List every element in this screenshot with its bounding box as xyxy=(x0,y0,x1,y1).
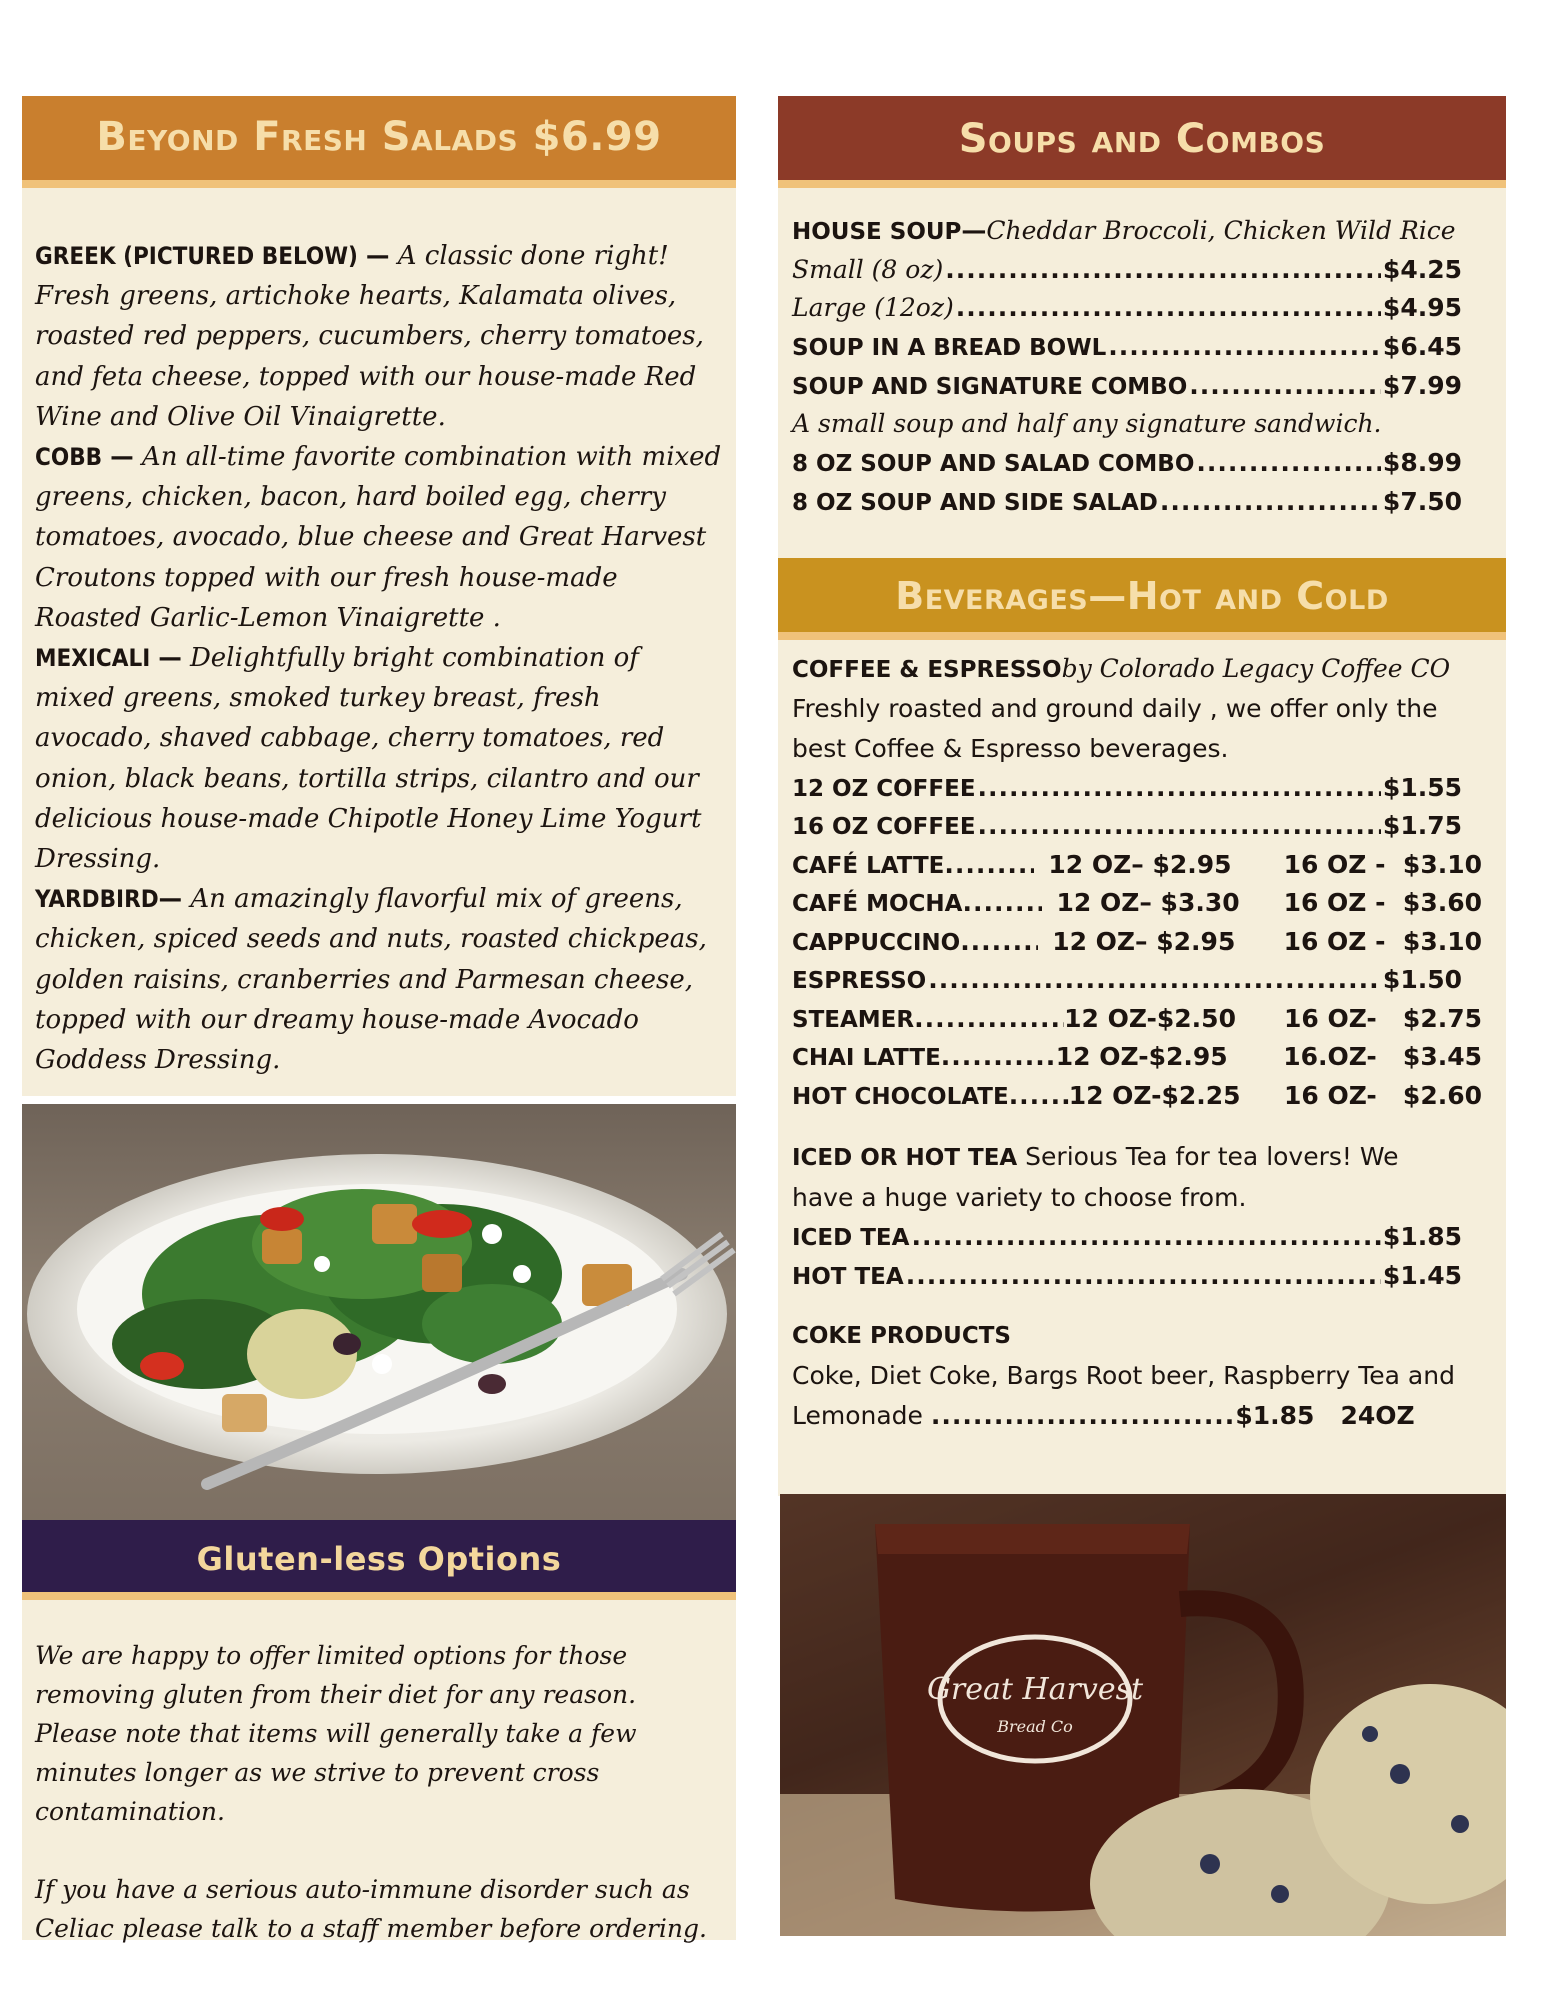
house-soup-row: HOUSE SOUP — Cheddar Broccoli, Chicken Wild Rice xyxy=(792,212,1462,251)
bev-sized-row: CAPPUCCINO ..... 12 OZ– $2.95 16 OZ - $3.10 xyxy=(792,923,1482,961)
house-soup-desc: Cheddar Broccoli, Chicken Wild Rice xyxy=(986,216,1456,245)
salad-description: An all-time favorite combination with mixed greens, chicken, bacon, hard boiled egg, cherry tomatoes, avocado, blue cheese and Great Harvest Croutons topped with our fresh house-made Roasted Garlic-Lemon Vinaigrette . xyxy=(35,442,722,633)
bev-row: 16 OZ COFFEE ..... $1.75 xyxy=(792,807,1462,846)
coffee-heading xyxy=(792,650,1492,689)
soups-header-stripe xyxy=(778,180,1506,188)
bev-sized-row: CHAI LATTE ..... 12 OZ-$2.95 16.OZ- $3.45 xyxy=(792,1038,1482,1076)
salad-name: GREEK (PICTURED BELOW) xyxy=(35,242,358,270)
soups-list xyxy=(792,212,1462,522)
bev-sized-row: CAFÉ MOCHA ..... 12 OZ– $3.30 16 OZ - $3.60 xyxy=(792,884,1482,922)
salad-description: A classic done right! Fresh greens, artichoke hearts, Kalamata olives, roasted red peppers, cucumbers, cherry tomatoes, and feta cheese, topped with our house-made Red Wine and Olive Oil Vinaigrette. xyxy=(35,241,704,432)
bev-sized-row: HOT CHOCOLATE ..... 12 OZ-$2.25 16 OZ- $2.60 xyxy=(792,1077,1482,1115)
salad-name: YARDBIRD xyxy=(35,885,159,914)
coffee-label: COFFEE & ESPRESSO xyxy=(792,657,1062,683)
soups-title: Soups and Combos xyxy=(958,116,1326,162)
tea-desc: Serious Tea for tea lovers! We have a huge variety to choose from. xyxy=(792,1142,1399,1213)
coffee-by: by Colorado Legacy Coffee CO xyxy=(1061,654,1451,683)
bev-row: ICED TEA ..... $1.85 xyxy=(792,1218,1462,1257)
soup-row: 8 OZ SOUP AND SIDE SALAD ..... $7.50 xyxy=(792,483,1462,522)
gluten-para-2: If you have a serious auto-immune disorder such as Celiac please talk to a staff member before ordering. xyxy=(35,1875,707,1943)
soup-row: 8 OZ SOUP AND SALAD COMBO ..... $8.99 xyxy=(792,444,1462,483)
salad-item-yardbird: YARDBIRD— An amazingly flavorful mix of greens, chicken, spiced seeds and nuts, roasted chickpeas, golden raisins, cranberries and Parmesan cheese, topped with our dreamy house-made Avocado Goddess Dressing. xyxy=(35,884,707,1076)
coke-desc: Coke, Diet Coke, Bargs Root beer, Raspberry Tea and Lemonade .............................$1.85 24OZ xyxy=(792,1361,1455,1431)
mug-illustration xyxy=(780,1494,1506,1936)
bev-sized-row: STEAMER ..... 12 OZ-$2.50 16 OZ- $2.75 xyxy=(792,1000,1482,1038)
soup-row: SOUP AND SIGNATURE COMBO ..... $7.99 xyxy=(792,367,1462,406)
salads-list xyxy=(35,236,725,1080)
gluten-text xyxy=(35,1636,725,1948)
house-soup-label: HOUSE SOUP xyxy=(792,219,962,245)
salads-header xyxy=(22,96,736,188)
gluten-header xyxy=(22,1520,736,1600)
salad-item-cobb: COBB — An all-time favorite combination with mixed greens, chicken, bacon, hard boiled egg, cherry tomatoes, avocado, blue cheese and Great Harvest Croutons topped with our fresh house-made Roasted Garlic-Lemon Vinaigrette . xyxy=(35,442,722,633)
gluten-title: Gluten-less Options xyxy=(196,1540,562,1578)
tea-label: ICED OR HOT TEA xyxy=(792,1145,1018,1172)
tea-desc-block xyxy=(792,1137,1432,1218)
coke-price: $1.85 24OZ xyxy=(1235,1401,1415,1431)
salad-illustration xyxy=(22,1104,736,1520)
gluten-para-1: We are happy to offer limited options for those removing gluten from their diet for any reason. Please note that items will generally take a few minutes longer as we strive to prevent cross contamination. xyxy=(35,1641,637,1826)
salads-header-stripe xyxy=(22,180,736,188)
soup-row: SOUP IN A BREAD BOWL ..... $6.45 xyxy=(792,328,1462,367)
beverages-header xyxy=(778,558,1506,640)
bev-row: HOT TEA ..... $1.45 xyxy=(792,1257,1462,1296)
combo-note: A small soup and half any signature sandwich. xyxy=(792,409,1382,439)
mug-logo-subtext: Bread Co xyxy=(997,1717,1073,1736)
soup-row: Large (12oz) ..... $4.95 xyxy=(792,289,1462,328)
coke-label: COKE PRODUCTS xyxy=(792,1323,1011,1350)
greek-salad-photo xyxy=(22,1104,736,1520)
beverages-title: Beverages—Hot and Cold xyxy=(895,574,1389,618)
bev-row: 12 OZ COFFEE ..... $1.55 xyxy=(792,769,1462,808)
beverages-list xyxy=(792,650,1492,1436)
salad-item-mexicali: MEXICALI — Delightfully bright combination of mixed greens, smoked turkey breast, fresh avocado, shaved cabbage, cherry tomatoes, red onion, black beans, tortilla strips, cilantro and our delicious house-made Chipotle Honey Lime Yogurt Dressing. xyxy=(35,643,702,875)
salad-item-greek: GREEK (PICTURED BELOW) — A classic done right! Fresh greens, artichoke hearts, Kalamata olives, roasted red peppers, cucumbers, cherry tomatoes, and feta cheese, topped with our house-made Red Wine and Olive Oil Vinaigrette. xyxy=(35,241,704,432)
soup-row: Small (8 oz) ..... $4.25 xyxy=(792,251,1462,290)
salad-name: MEXICALI xyxy=(35,644,151,673)
gluten-header-stripe xyxy=(22,1592,736,1600)
coffee-mug-photo xyxy=(780,1494,1506,1936)
mug-logo-text: Great Harvest xyxy=(926,1672,1144,1707)
coke-heading xyxy=(792,1317,1492,1356)
soups-header xyxy=(778,96,1506,188)
salads-title: Beyond Fresh Salads $6.99 xyxy=(96,114,662,160)
bev-sized-row: CAFÉ LATTE ..... 12 OZ– $2.95 16 OZ - $3.10 xyxy=(792,846,1482,884)
coffee-desc: Freshly roasted and ground daily , we offer only the best Coffee & Espresso beverages. xyxy=(792,693,1438,763)
beverages-header-stripe xyxy=(778,632,1506,640)
salad-description: An amazingly flavorful mix of greens, chicken, spiced seeds and nuts, roasted chickpeas, golden raisins, cranberries and Parmesan cheese, topped with our dreamy house-made Avocado Goddess Dressing. xyxy=(35,884,707,1076)
salad-description: Delightfully bright combination of mixed greens, smoked turkey breast, fresh avocado, shaved cabbage, cherry tomatoes, red onion, black beans, tortilla strips, cilantro and our delicious house-made Chipotle Honey Lime Yogurt Dressing. xyxy=(35,643,702,875)
bev-row: ESPRESSO ..... $1.50 xyxy=(792,961,1462,1000)
salad-name: COBB xyxy=(35,443,103,472)
